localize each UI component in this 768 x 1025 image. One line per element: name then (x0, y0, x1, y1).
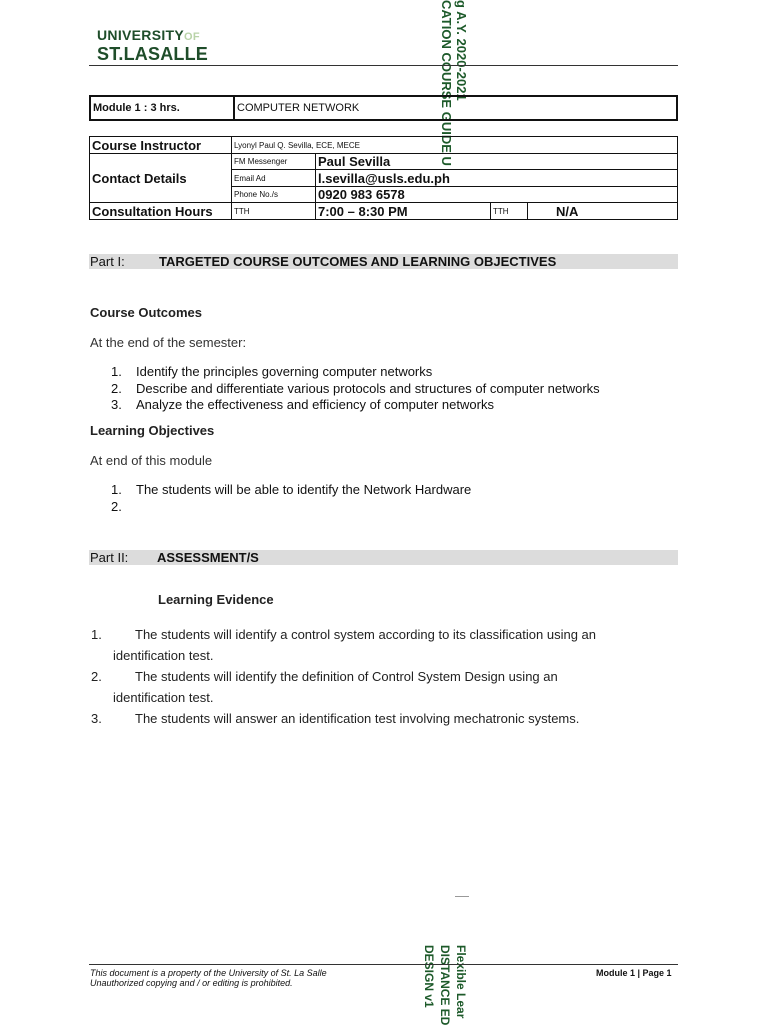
part-1-title: TARGETED COURSE OUTCOMES AND LEARNING OBJECTIVES (159, 254, 557, 269)
fm-value: Paul Sevilla (316, 154, 678, 170)
instructor-label: Course Instructor (90, 137, 232, 154)
phone-label: Phone No./s (232, 187, 316, 203)
footer-line-2: Unauthorized copying and / or editing is prohibited. (90, 978, 293, 988)
module-label: Module 1 : 3 hrs. (90, 96, 234, 120)
course-outcomes-heading: Course Outcomes (90, 305, 202, 320)
learning-objectives-intro: At end of this module (90, 453, 213, 468)
course-outcomes-intro: At the end of the semester: (90, 335, 247, 350)
evidence-item: 1. The students will identify a control system according to its classification using an identification test. (91, 627, 596, 663)
learning-objectives-list: 1. The students will be able to identify the Network Hardware 2. (111, 482, 472, 514)
list-item: 1. The students will be able to identify the Network Hardware (111, 482, 472, 497)
side-text-bottom-1: Flexible Lear (454, 945, 468, 1019)
part-1-header (89, 254, 678, 269)
learning-evidence-heading: Learning Evidence (158, 592, 274, 607)
evidence-item: 3. The students will answer an identification test involving mechatronic systems. (91, 711, 580, 726)
consultation-time-1: 7:00 – 8:30 PM (316, 203, 491, 220)
course-outcomes-list (111, 364, 600, 414)
header-divider (89, 65, 678, 66)
side-text-top-2: CATION COURSE GUIDE U (439, 0, 454, 166)
list-item: 1. Identify the principles governing computer networks (111, 364, 433, 379)
footer-line-1: This document is a property of the University of St. La Salle (90, 968, 327, 978)
page-number: Module 1 | Page 1 (596, 968, 672, 978)
footer-divider (89, 964, 678, 965)
evidence-item: 2. The students will identify the definition of Control System Design using an identification test. (91, 669, 558, 705)
footer-notice (90, 968, 327, 988)
module-title: COMPUTER NETWORK (234, 96, 677, 120)
side-text-bottom-2: DISTANCE ED (438, 945, 452, 1025)
part-2-header (89, 550, 678, 565)
email-label: Email Ad (232, 170, 316, 187)
consultation-label: Consultation Hours (90, 203, 232, 220)
module-table (89, 95, 678, 121)
email-value: l.sevilla@usls.edu.ph (316, 170, 678, 187)
fm-label: FM Messenger (232, 154, 316, 170)
consultation-day-1: TTH (232, 203, 316, 220)
side-text-top-1: g A.Y. 2020-2021 (454, 0, 469, 101)
consultation-day-2: TTH (491, 203, 528, 220)
course-info-table (89, 136, 678, 220)
list-item: 3. Analyze the effectiveness and efficiency of computer networks (111, 397, 494, 412)
logo-name-text: ST.LASALLE (97, 44, 209, 64)
university-logo (97, 28, 208, 63)
instructor-value: Lyonyl Paul Q. Sevilla, ECE, MECE (232, 137, 678, 154)
part-2-label: Part II: (90, 550, 129, 565)
learning-objectives-heading: Learning Objectives (90, 423, 215, 438)
divider-mark (455, 896, 469, 897)
part-1-label: Part I: (90, 254, 125, 269)
contact-label: Contact Details (90, 154, 232, 203)
consultation-time-2: N/A (528, 203, 678, 220)
part-2-title: ASSESSMENT/S (157, 550, 259, 565)
phone-value: 0920 983 6578 (316, 187, 678, 203)
side-text-bottom-3: DESIGN v1 (422, 945, 436, 1008)
logo-university-text: UNIVERSITY (97, 27, 185, 43)
logo-of-text: OF (184, 31, 200, 43)
list-item: 2. Describe and differentiate various protocols and structures of computer networks (111, 380, 600, 396)
